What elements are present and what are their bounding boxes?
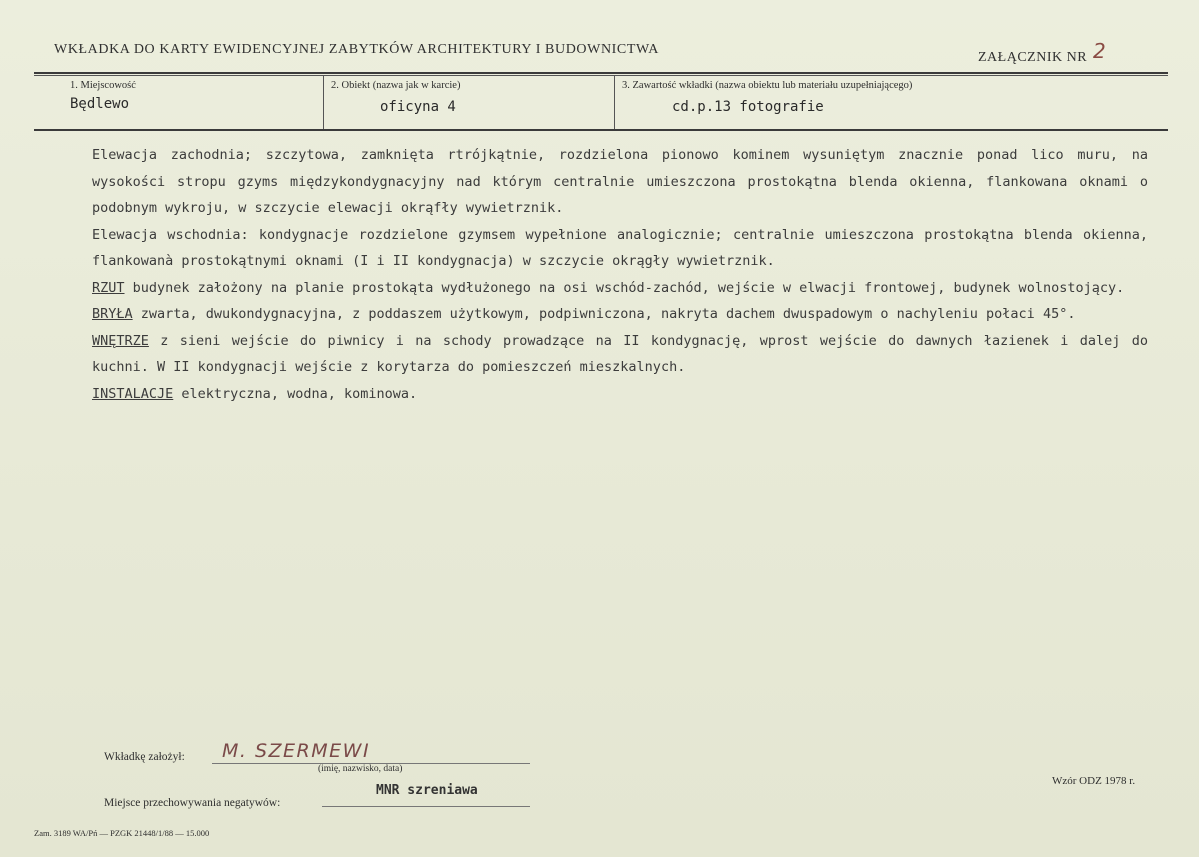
form-version: Wzór ODZ 1978 r. xyxy=(1052,775,1136,787)
content-label: 3. Zawartość wkładki (nazwa obiektu lub materiału uzupełniającego) xyxy=(622,80,913,91)
massing-heading: BRYŁA xyxy=(92,306,133,322)
header-rule-top xyxy=(34,72,1168,74)
massing-text: zwarta, dwukondygnacyjna, z poddaszem użytkowym, podpiwniczona, nakryta dachem dwuspadowym o nachyleniu połaci 45°. xyxy=(132,306,1076,322)
west-elevation-paragraph: Elewacja zachodnia; szczytowa, zamknięta rtrójkątnie, rozdzielona pionowo kominem wysuniętym znacznie ponad lico muru, na wysokości stropu gzyms międzykondygnacyjny nad którym centralnie umieszczona prostokątna blenda okienna, flankowana oknami o podobnym wykroju, w szczycie elewacji okrąfły wywietrznik. xyxy=(92,147,1148,216)
field-divider-2 xyxy=(614,76,615,129)
print-info: Zam. 3189 WA/Pń — PZGK 21448/1/88 — 15.000 xyxy=(34,828,210,838)
installations-paragraph xyxy=(92,381,1148,408)
place-value: Będlewo xyxy=(70,96,130,112)
interior-paragraph xyxy=(92,328,1148,381)
interior-text: z sieni wejście do piwnicy i na schody prowadzące na II kondygnację, wprost wejście do dawnych łazienek i dalej do kuchni. W II kondygnacji wejście z korytarza do pomieszczeń mieszkalnych. xyxy=(92,332,1148,375)
object-value: oficyna 4 xyxy=(380,99,456,115)
attachment-label: ZAŁĄCZNIK NR xyxy=(978,50,1088,65)
storage-line xyxy=(322,806,530,807)
attachment-number-handwritten: 2 xyxy=(1093,39,1107,63)
plan-text: budynek założony na planie prostokąta wydłużonego na osi wschód-zachód, wejście w elwacji frontowej, budynek wolnostojący. xyxy=(124,279,1125,296)
massing-paragraph xyxy=(92,301,1148,328)
object-label: 2. Obiekt (nazwa jak w karcie) xyxy=(331,80,461,91)
header-rule-top-inner xyxy=(34,75,1168,76)
founded-by-signature: M. SZERMEWI xyxy=(222,740,371,762)
place-label: 1. Miejscowość xyxy=(70,80,136,91)
plan-heading: RZUT xyxy=(92,279,125,296)
east-elevation-paragraph: Elewacja wschodnia: kondygnacje rozdzielone gzymsem wypełnione analogicznie; centralnie umieszczona prostokątna blenda okienna, flankowanà prostokątnymi oknami (I i II kondygnacja) w szczycie okrągły wywietrznik. xyxy=(92,226,1148,269)
installations-text: elektryczna, wodna, kominowa. xyxy=(173,385,418,402)
content-value: cd.p.13 fotografie xyxy=(672,99,824,115)
founded-by-caption: (imię, nazwisko, data) xyxy=(318,764,403,774)
plan-paragraph xyxy=(92,275,1148,302)
header-rule-bottom xyxy=(34,129,1168,131)
interior-heading: WNĘTRZE xyxy=(92,332,149,349)
storage-label: Miejsce przechowywania negatywów: xyxy=(104,797,281,809)
field-divider-1 xyxy=(323,76,324,129)
document-title: WKŁADKA DO KARTY EWIDENCYJNEJ ZABYTKÓW ARCHITEKTURY I BUDOWNICTWA xyxy=(54,42,659,57)
storage-value: MNR szreniawa xyxy=(376,783,478,798)
description-body xyxy=(92,142,1148,407)
installations-heading: INSTALACJE xyxy=(92,385,174,402)
attachment-number xyxy=(978,39,1107,66)
founded-by-label: Wkładkę założył: xyxy=(104,751,185,763)
